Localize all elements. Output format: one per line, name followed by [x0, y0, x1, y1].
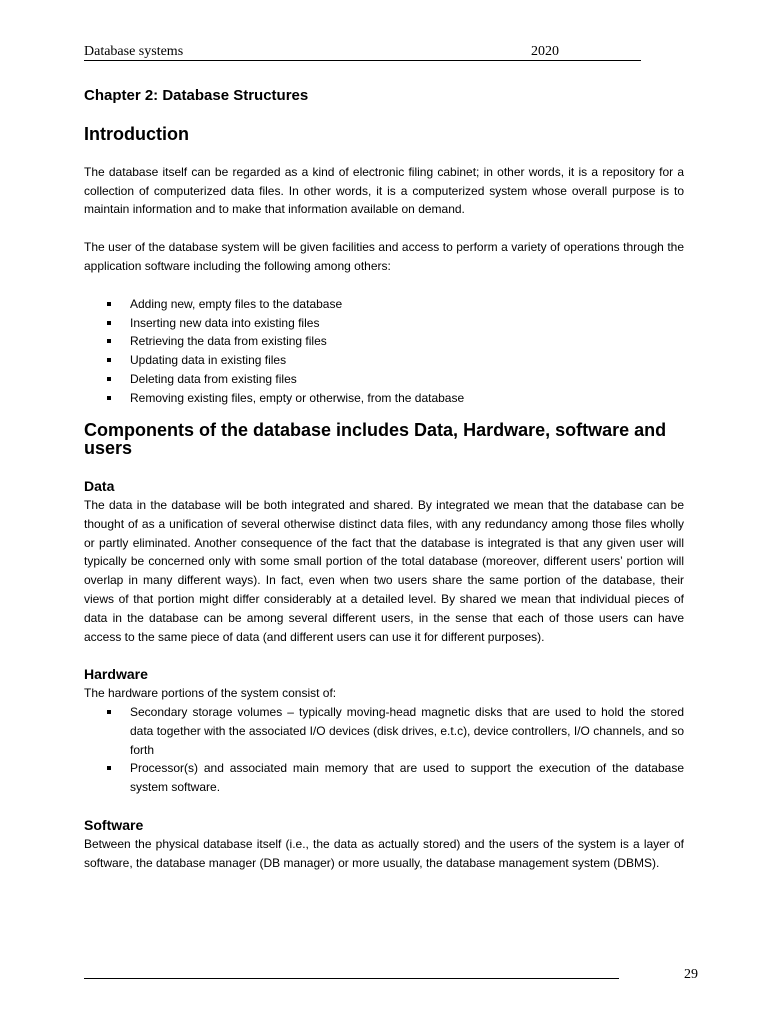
hardware-list	[84, 703, 684, 797]
introduction-heading: Introduction	[84, 124, 189, 144]
list-item: Adding new, empty files to the database	[84, 295, 684, 314]
data-paragraph: The data in the database will be both integrated and shared. By integrated we mean that the database can be thought of as a unification of several otherwise distinct data files, with any redundancy among those files wholly or partly eliminated. Another consequence of the fact that the database is integrated is that any given user will typically be concerned only with some small portion of the total database (moreover, different users’ portion will overlap in many different ways). In fact, even when two users share the same portion of the database, their views of that portion might differ considerably at a detailed level. By shared we mean that individual pieces of data in the database can be among several different users, in the sense that each of those users can have access to the same piece of data (and different users can use it for different purposes).	[84, 497, 684, 644]
list-item: Deleting data from existing files	[84, 370, 684, 389]
hardware-heading: Hardware	[84, 666, 148, 683]
data-heading: Data	[84, 478, 115, 495]
list-item: Secondary storage volumes – typically moving-head magnetic disks that are used to hold the stored data together with the associated I/O devices (disk drives, e.t.c), device controllers, I/O channels, and so forth	[84, 703, 684, 759]
list-item: Retrieving the data from existing files	[84, 332, 684, 351]
operations-list	[84, 295, 684, 408]
page-number: 29	[684, 967, 698, 982]
hardware-intro: The hardware portions of the system consist of:	[84, 686, 337, 701]
header-rule	[84, 60, 641, 61]
list-item: Inserting new data into existing files	[84, 314, 684, 333]
running-header-year: 2020	[531, 44, 559, 59]
chapter-title: Chapter 2: Database Structures	[84, 87, 309, 104]
software-heading: Software	[84, 816, 144, 833]
list-item: Processor(s) and associated main memory that are used to support the execution of the database system software.	[84, 759, 684, 797]
list-item: Updating data in existing files	[84, 351, 684, 370]
intro-paragraph-2: The user of the database system will be given facilities and access to perform a variety of operations through the application software including the following among others:	[84, 240, 684, 273]
intro-paragraph-1: The database itself can be regarded as a kind of electronic filing cabinet; in other words, it is a repository for a collection of computerized data files. In other words, it is a computerized system whose overall purpose is to maintain information and to make that information available on demand.	[84, 164, 684, 217]
footer-rule	[84, 978, 619, 979]
components-heading: Components of the database includes Data, Hardware, software and users	[84, 419, 667, 459]
list-item: Removing existing files, empty or otherwise, from the database	[84, 389, 684, 408]
page-content	[84, 86, 684, 872]
running-header-title: Database systems	[84, 44, 184, 59]
software-paragraph: Between the physical database itself (i.e., the data as actually stored) and the users of the system is a layer of software, the database manager (DB manager) or more usually, the database management system (DBMS).	[84, 836, 684, 870]
